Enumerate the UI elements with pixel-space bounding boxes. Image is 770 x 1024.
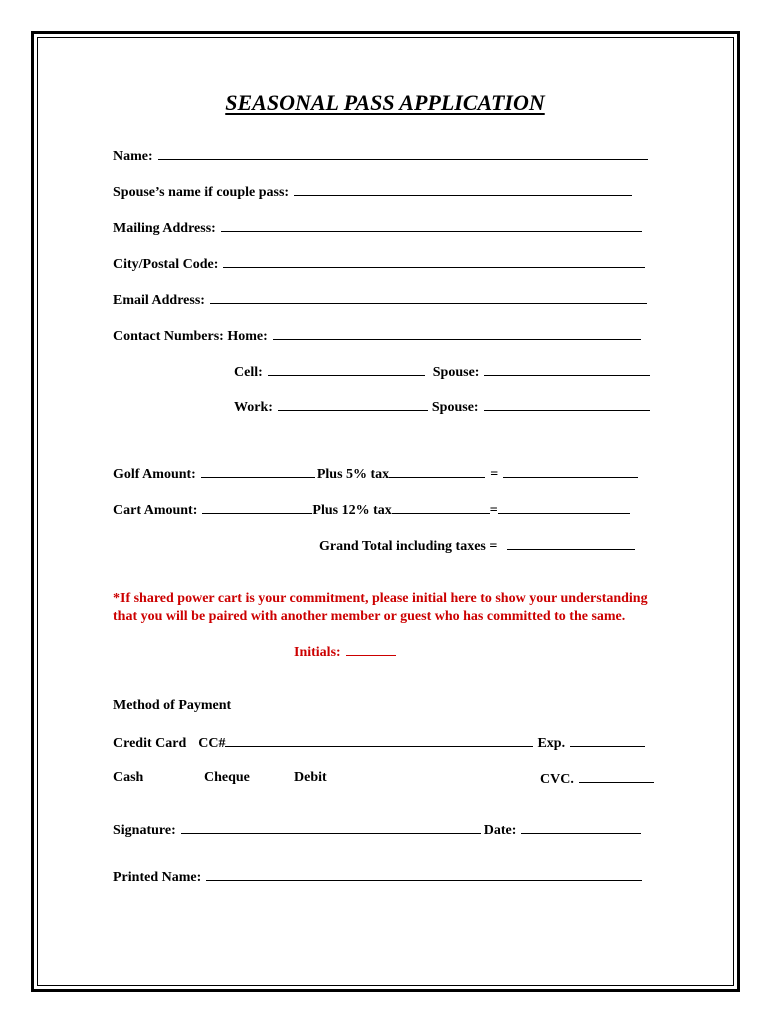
cart-amount-label: Cart Amount: xyxy=(113,503,198,518)
payment-heading: Method of Payment xyxy=(113,698,232,713)
cart-tax-field[interactable] xyxy=(392,501,490,514)
contact-home-label: Contact Numbers: Home: xyxy=(113,329,268,344)
cell-phone-field[interactable] xyxy=(268,363,425,376)
work-label: Work: xyxy=(234,400,273,415)
signature-field[interactable] xyxy=(181,821,481,834)
cvc-row xyxy=(540,770,654,788)
city-postal-label: City/Postal Code: xyxy=(113,257,219,272)
mailing-address-row xyxy=(113,219,642,237)
cvc-field[interactable] xyxy=(579,770,654,783)
golf-amount-row xyxy=(113,465,638,483)
cart-total-field[interactable] xyxy=(498,501,630,514)
name-label: Name: xyxy=(113,149,153,164)
contact-home-row xyxy=(113,327,641,345)
home-phone-field[interactable] xyxy=(273,327,641,340)
credit-card-option[interactable]: Credit Card xyxy=(113,736,187,751)
printed-name-label: Printed Name: xyxy=(113,870,202,885)
mailing-address-field[interactable] xyxy=(221,219,642,232)
name-row xyxy=(113,147,648,165)
initials-row xyxy=(294,643,396,661)
cash-option[interactable]: Cash xyxy=(113,770,144,785)
work-row xyxy=(234,398,650,416)
spouse-cell-field[interactable] xyxy=(484,363,650,376)
spouse-name-field[interactable] xyxy=(294,183,632,196)
debit-option[interactable]: Debit xyxy=(294,770,327,785)
email-row xyxy=(113,291,647,309)
golf-amount-label: Golf Amount: xyxy=(113,467,196,482)
signature-label: Signature: xyxy=(113,823,176,838)
credit-card-row xyxy=(113,734,645,752)
email-field[interactable] xyxy=(210,291,647,304)
exp-label: Exp. xyxy=(537,736,566,751)
golf-equals: = xyxy=(490,467,499,482)
form-title: SEASONAL PASS APPLICATION xyxy=(225,90,545,115)
cell-label: Cell: xyxy=(234,365,263,380)
city-postal-row xyxy=(113,255,645,273)
email-label: Email Address: xyxy=(113,293,205,308)
golf-total-field[interactable] xyxy=(503,465,638,478)
cvc-label: CVC. xyxy=(540,772,574,787)
exp-field[interactable] xyxy=(570,734,645,747)
golf-tax-field[interactable] xyxy=(389,465,485,478)
cheque-option[interactable]: Cheque xyxy=(204,770,250,785)
golf-amount-field[interactable] xyxy=(201,465,315,478)
cart-tax-label: Plus 12% tax xyxy=(312,503,392,518)
cell-row xyxy=(234,363,650,381)
spouse-work-label: Spouse: xyxy=(431,400,479,415)
cart-equals: = xyxy=(489,503,498,518)
name-field[interactable] xyxy=(158,147,648,160)
printed-name-field[interactable] xyxy=(206,868,642,881)
mailing-address-label: Mailing Address: xyxy=(113,221,216,236)
initials-label: Initials: xyxy=(294,645,341,660)
spouse-work-field[interactable] xyxy=(484,398,650,411)
printed-name-row xyxy=(113,868,642,886)
golf-tax-label: Plus 5% tax xyxy=(316,467,390,482)
cc-number-field[interactable] xyxy=(225,734,533,747)
spouse-name-row xyxy=(113,183,632,201)
shared-cart-notice: *If shared power cart is your commitment, please initial here to show your understanding that you will be paired with another member or guest who has committed to the same. xyxy=(113,591,648,624)
grand-total-row xyxy=(319,537,635,555)
initials-field[interactable] xyxy=(346,643,396,656)
spouse-cell-label: Spouse: xyxy=(432,365,480,380)
cc-number-label: CC# xyxy=(198,736,226,751)
city-postal-field[interactable] xyxy=(223,255,645,268)
signature-row xyxy=(113,821,641,839)
cart-amount-field[interactable] xyxy=(202,501,312,514)
date-label: Date: xyxy=(483,823,517,838)
work-phone-field[interactable] xyxy=(278,398,428,411)
grand-total-field[interactable] xyxy=(507,537,635,550)
spouse-name-label: Spouse’s name if couple pass: xyxy=(113,185,290,200)
date-field[interactable] xyxy=(521,821,641,834)
cart-amount-row xyxy=(113,501,630,519)
grand-total-label: Grand Total including taxes = xyxy=(319,539,498,554)
